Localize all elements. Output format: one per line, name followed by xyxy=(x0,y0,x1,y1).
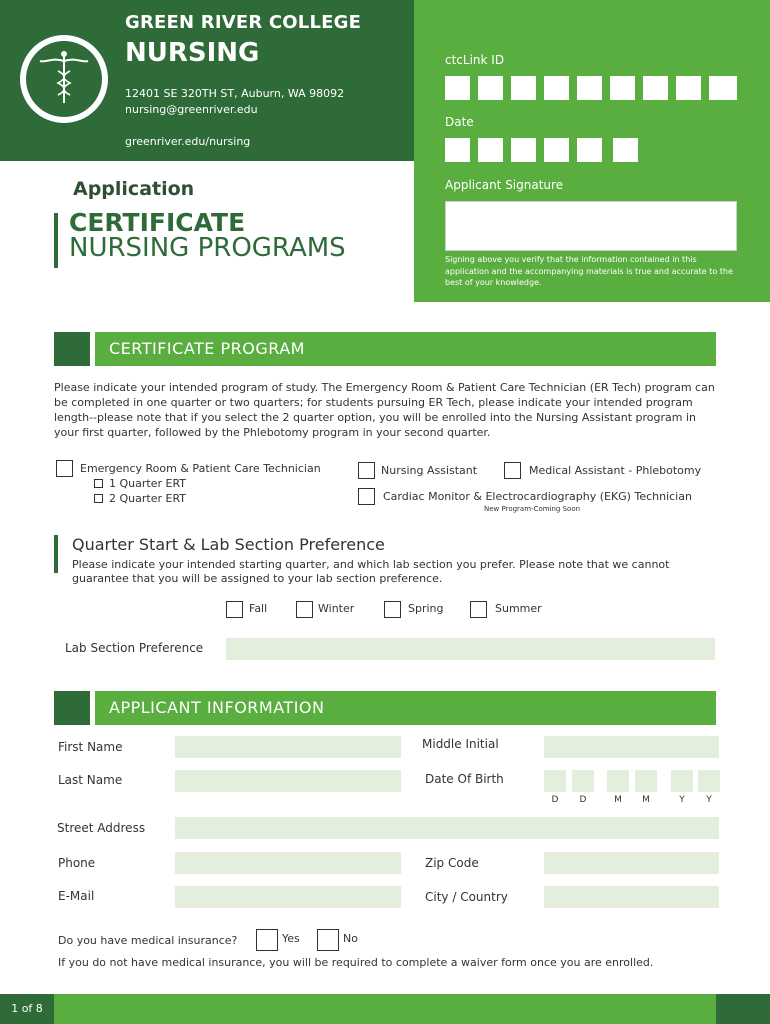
ctclink-digit-box[interactable] xyxy=(577,76,602,100)
winter-label: Winter xyxy=(318,602,355,615)
dob-month-2[interactable] xyxy=(635,770,657,792)
medical-assistant-label: Medical Assistant - Phlebotomy xyxy=(529,464,702,477)
ctclink-digit-box[interactable] xyxy=(511,76,536,100)
signature-note: Signing above you verify that the information contained in this application and the accompanying materials is true and accurate to the best of your knowledge. xyxy=(445,255,733,287)
dob-letter: Y xyxy=(706,795,712,805)
ctclink-digit-box[interactable] xyxy=(445,76,470,100)
date-digit-box[interactable] xyxy=(511,138,536,162)
certificate-instructions: Please indicate your intended program of study. The Emergency Room & Patient Care Technician (ER Tech) program can be completed in one quarter or two quarters; for students pursuing ER Tech, please indicate your intended program length--please note that if you select the 2 quarter option, you will be enrolled into the Nursing Assistant program in your first quarter, followed by the Phlebotomy program in your second quarter. xyxy=(54,381,715,439)
date-digit-box[interactable] xyxy=(445,138,470,162)
phone-input[interactable] xyxy=(175,852,401,874)
winter-checkbox[interactable] xyxy=(296,601,313,618)
middle-initial-label: Middle Initial xyxy=(422,737,499,751)
city-label: City / Country xyxy=(425,890,508,904)
department-name: NURSING xyxy=(125,38,260,68)
lab-section-input[interactable] xyxy=(226,638,715,660)
medical-assistant-checkbox[interactable] xyxy=(504,462,521,479)
summer-checkbox[interactable] xyxy=(470,601,487,618)
fall-label: Fall xyxy=(249,602,268,615)
dob-year-2[interactable] xyxy=(698,770,720,792)
insurance-yes-label: Yes xyxy=(282,932,300,945)
lab-section-label: Lab Section Preference xyxy=(65,641,204,655)
email-input[interactable] xyxy=(175,886,401,908)
date-digit-box[interactable] xyxy=(577,138,602,162)
quarter-heading: Quarter Start & Lab Section Preference xyxy=(72,535,385,554)
caduceus-icon xyxy=(26,41,102,117)
section-marker xyxy=(54,332,90,366)
phone-label: Phone xyxy=(58,856,96,870)
dob-month-1[interactable] xyxy=(607,770,629,792)
quarter-2-label: 2 Quarter ERT xyxy=(109,492,186,505)
dob-label: Date Of Birth xyxy=(425,772,504,786)
date-digit-box[interactable] xyxy=(544,138,569,162)
dob-day-2[interactable] xyxy=(572,770,594,792)
signature-field[interactable] xyxy=(445,201,737,251)
dob-day-1[interactable] xyxy=(544,770,566,792)
footer-corner xyxy=(716,994,770,1024)
website-text: greenriver.edu/nursing xyxy=(125,135,251,148)
dob-letter: M xyxy=(642,795,650,805)
applicant-info-heading: APPLICANT INFORMATION xyxy=(95,691,716,725)
title-accent-bar xyxy=(54,213,58,268)
insurance-yes-checkbox[interactable] xyxy=(256,929,278,951)
nursing-assistant-checkbox[interactable] xyxy=(358,462,375,479)
ctclink-digit-box[interactable] xyxy=(610,76,635,100)
street-input[interactable] xyxy=(175,817,719,839)
er-tech-label: Emergency Room & Patient Care Technician xyxy=(80,462,321,475)
city-input[interactable] xyxy=(544,886,719,908)
er-tech-checkbox[interactable] xyxy=(56,460,73,477)
title-nursing-programs: NURSING PROGRAMS xyxy=(69,233,346,263)
title-certificate: CERTIFICATE xyxy=(69,208,246,237)
first-name-input[interactable] xyxy=(175,736,401,758)
section-marker xyxy=(54,691,90,725)
footer-band xyxy=(54,994,716,1024)
insurance-question: Do you have medical insurance? xyxy=(58,934,238,947)
dob-letter: M xyxy=(614,795,622,805)
ctclink-digit-box[interactable] xyxy=(643,76,668,100)
first-name-label: First Name xyxy=(58,740,123,754)
nursing-assistant-label: Nursing Assistant xyxy=(381,464,478,477)
college-name: GREEN RIVER COLLEGE xyxy=(125,12,362,33)
last-name-label: Last Name xyxy=(58,773,123,787)
street-label: Street Address xyxy=(57,821,146,835)
quarter-accent-bar xyxy=(54,535,58,573)
summer-label: Summer xyxy=(495,602,542,615)
page-number: 1 of 8 xyxy=(0,994,54,1024)
dob-year-1[interactable] xyxy=(671,770,693,792)
insurance-no-label: No xyxy=(343,932,358,945)
ctclink-label: ctcLink ID xyxy=(445,53,505,67)
insurance-note: If you do not have medical insurance, you will be required to complete a waiver form once you are enrolled. xyxy=(58,956,654,969)
date-label: Date xyxy=(445,115,474,129)
last-name-input[interactable] xyxy=(175,770,401,792)
cardiac-label: Cardiac Monitor & Electrocardiography (EKG) Technician xyxy=(383,490,692,503)
cardiac-note: New Program-Coming Soon xyxy=(484,505,581,513)
zip-input[interactable] xyxy=(544,852,719,874)
address-text: 12401 SE 320TH ST, Auburn, WA 98092 xyxy=(125,87,345,100)
ctclink-digit-box[interactable] xyxy=(709,76,737,100)
ctclink-digit-box[interactable] xyxy=(676,76,701,100)
signature-label: Applicant Signature xyxy=(445,178,564,192)
date-digit-box[interactable] xyxy=(613,138,638,162)
ctclink-digit-box[interactable] xyxy=(544,76,569,100)
spring-checkbox[interactable] xyxy=(384,601,401,618)
cardiac-checkbox[interactable] xyxy=(358,488,375,505)
quarter-1-checkbox[interactable] xyxy=(94,479,103,488)
quarter-1-label: 1 Quarter ERT xyxy=(109,477,186,490)
insurance-no-checkbox[interactable] xyxy=(317,929,339,951)
application-label: Application xyxy=(73,178,195,200)
zip-label: Zip Code xyxy=(425,856,479,870)
email-text: nursing@greenriver.edu xyxy=(125,103,258,116)
dob-letter: Y xyxy=(679,795,685,805)
date-digit-box[interactable] xyxy=(478,138,503,162)
spring-label: Spring xyxy=(408,602,444,615)
quarter-instructions: Please indicate your intended starting quarter, and which lab section you prefer. Please note that we cannot guarantee that you will be assigned to your lab section preference. xyxy=(72,558,670,585)
dob-letter: D xyxy=(579,795,587,805)
ctclink-digit-box[interactable] xyxy=(478,76,503,100)
fall-checkbox[interactable] xyxy=(226,601,243,618)
email-label: E-Mail xyxy=(58,889,95,903)
middle-initial-input[interactable] xyxy=(544,736,719,758)
quarter-2-checkbox[interactable] xyxy=(94,494,103,503)
dob-letter: D xyxy=(551,795,559,805)
certificate-program-heading: CERTIFICATE PROGRAM xyxy=(95,332,716,366)
